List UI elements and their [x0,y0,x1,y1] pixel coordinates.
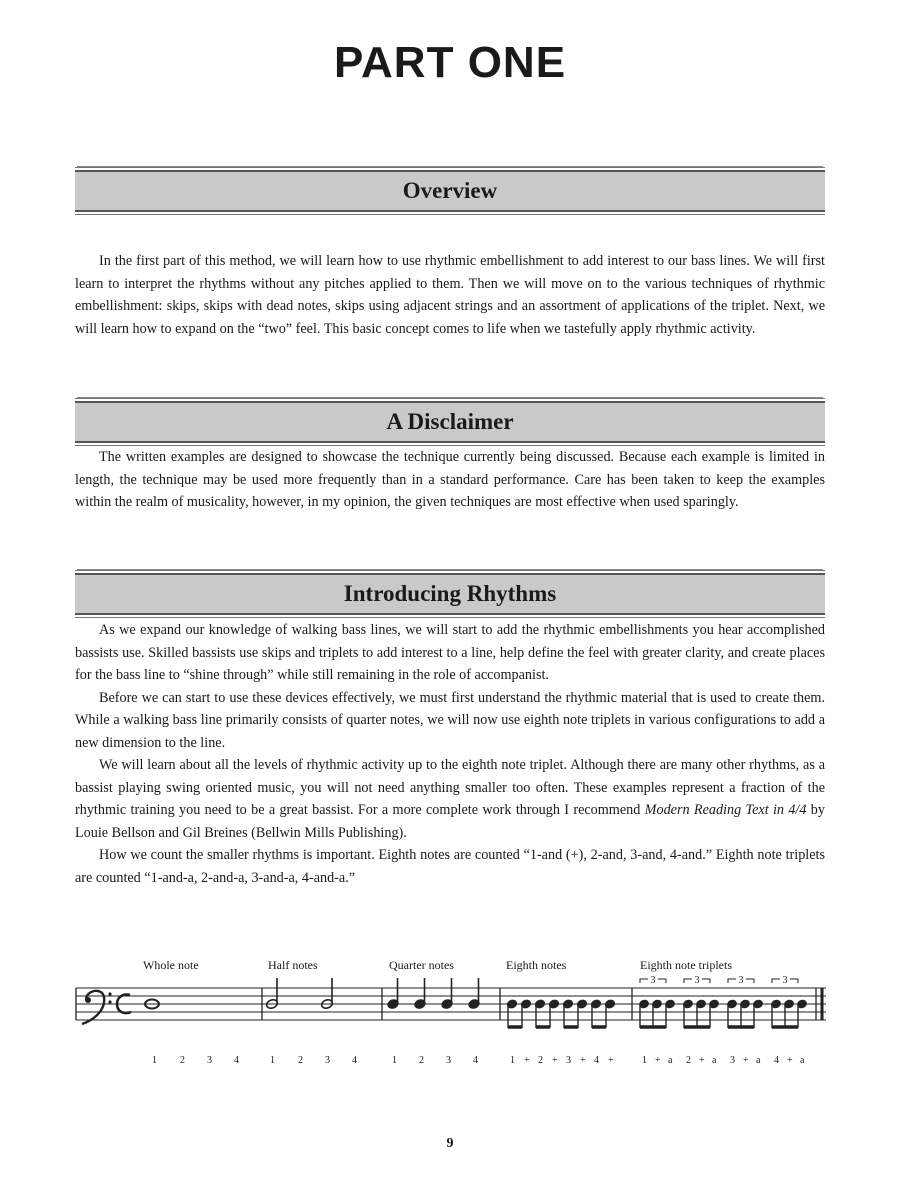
count-eighth: + [524,1055,530,1066]
section-heading-disclaimer: A Disclaimer [386,409,514,434]
overview-paragraph: In the first part of this method, we will learn how to use rhythmic embellishment to add interest to our bass lines. We will first learn to interpret the rhythms without any pitches applied to them. Then we will move on to the various techniques of rhythmic embellishment: skips, skips with dead notes, skips using adjacent strings and an assortment of applications of the triplet. Next, we will learn how to expand on the “two” feel. This basic concept comes to life when we tastefully apply rhythmic activity. [75,253,825,337]
eighth-notes [507,999,616,1028]
count-half: 3 [325,1055,330,1066]
count-quarter: 4 [473,1055,478,1066]
count-triplet: 3 [730,1055,735,1066]
half-notes [265,978,333,1010]
disclaimer-paragraph: The written examples are designed to showcase the technique currently being discussed. Because each example is limited in length, the technique may be used more frequently than in a standard performance. Care has been taken to keep the examples within the realm of musicality, however, in my opinion, the given techniques are most effective when used sparingly. [75,449,825,510]
rhythms-paragraph-1: As we expand our knowledge of walking bass lines, we will start to add the rhythmic embellishments you hear accomplished bassists use. Skilled bassists use skips and triplets to add interest to a line, help define the feel with greater clarity, and create places for the bass line to “shine through” while still remaining in the role of accompanist. [75,622,825,683]
quarter-notes [387,978,480,1009]
count-eighth: 1 [510,1055,515,1066]
count-eighth: 2 [538,1055,543,1066]
count-triplet: 4 [774,1055,779,1066]
count-whole: 3 [207,1055,212,1066]
count-eighth: + [552,1055,558,1066]
triplet-mark: 3 [738,975,744,986]
count-triplet: + [699,1055,705,1066]
count-quarter: 3 [446,1055,451,1066]
count-triplet: 1 [642,1055,647,1066]
count-quarter: 2 [419,1055,424,1066]
overview-text [75,250,825,340]
triplet-mark: 3 [782,975,788,986]
count-eighth: 4 [594,1055,599,1066]
triplet-mark: 3 [694,975,700,986]
count-half: 2 [298,1055,303,1066]
count-triplet: a [756,1055,761,1066]
triplet-brackets [640,979,798,983]
label-eighth-note-triplets: Eighth note triplets [640,958,732,972]
count-quarter: 1 [392,1055,397,1066]
rhythms-paragraph-4: How we count the smaller rhythms is important. Eighth notes are counted “1-and (+), 2-and, 3-and, 4-and.” Eighth note triplets are counted “1-and-a, 2-and-a, 3-and-a, 4-and-a.” [75,847,825,886]
count-triplet: a [800,1055,805,1066]
count-triplet: a [712,1055,717,1066]
count-triplet: 2 [686,1055,691,1066]
barlines [76,988,822,1020]
section-banner-rhythms [75,573,825,615]
section-heading-overview: Overview [402,178,498,203]
count-triplet: + [787,1055,793,1066]
count-triplet: + [743,1055,749,1066]
bass-clef-icon [82,991,112,1024]
book-credit: by Louie Bellson and Gil Breines (Bellwin Mills Publishing). [75,802,825,841]
count-triplet: + [655,1055,661,1066]
rhythms-paragraph-2: Before we can start to use these devices effectively, we must first understand the rhythmic material that is used to create them. While a walking bass line primarily consists of quarter notes, we will now use eighth note triplets in various configurations to add a new dimension to the line. [75,689,825,751]
page-title: PART ONE [333,38,567,87]
count-triplet: a [668,1055,673,1066]
label-half-notes: Half notes [268,958,318,972]
book-title: Modern Reading Text in 4/4 [644,802,807,818]
count-whole: 1 [152,1055,157,1066]
disclaimer-text [75,446,825,514]
whole-note [145,1000,159,1009]
count-eighth: + [608,1055,614,1066]
label-eighth-notes: Eighth notes [506,958,567,972]
rhythms-paragraph-3-text: We will learn about all the levels of rhythmic activity up to the eighth note triplet. Although there are many other rhythms, as a bassist playing swing oriented music, you will not need anything smaller too often. These examples represent a fraction of the rhythmic training you need to be a great bassist. For a more complete work through I recommend [75,757,825,818]
rhythms-paragraph-3 [75,754,825,844]
count-whole: 2 [180,1055,185,1066]
triplet-notes [639,999,807,1028]
triplet-mark: 3 [650,975,656,986]
page-number: 9 [446,1136,454,1151]
section-banner-overview [75,170,825,212]
common-time-icon [117,995,131,1013]
section-heading-rhythms: Introducing Rhythms [343,581,557,606]
triplet-marks [651,975,788,986]
label-whole-note: Whole note [143,958,199,972]
count-half: 4 [352,1055,357,1066]
rhythms-text [75,619,825,889]
count-half: 1 [270,1055,275,1066]
label-quarter-notes: Quarter notes [389,958,454,972]
count-eighth: 3 [566,1055,571,1066]
count-eighth: + [580,1055,586,1066]
count-whole: 4 [234,1055,239,1066]
section-banner-disclaimer [75,401,825,443]
